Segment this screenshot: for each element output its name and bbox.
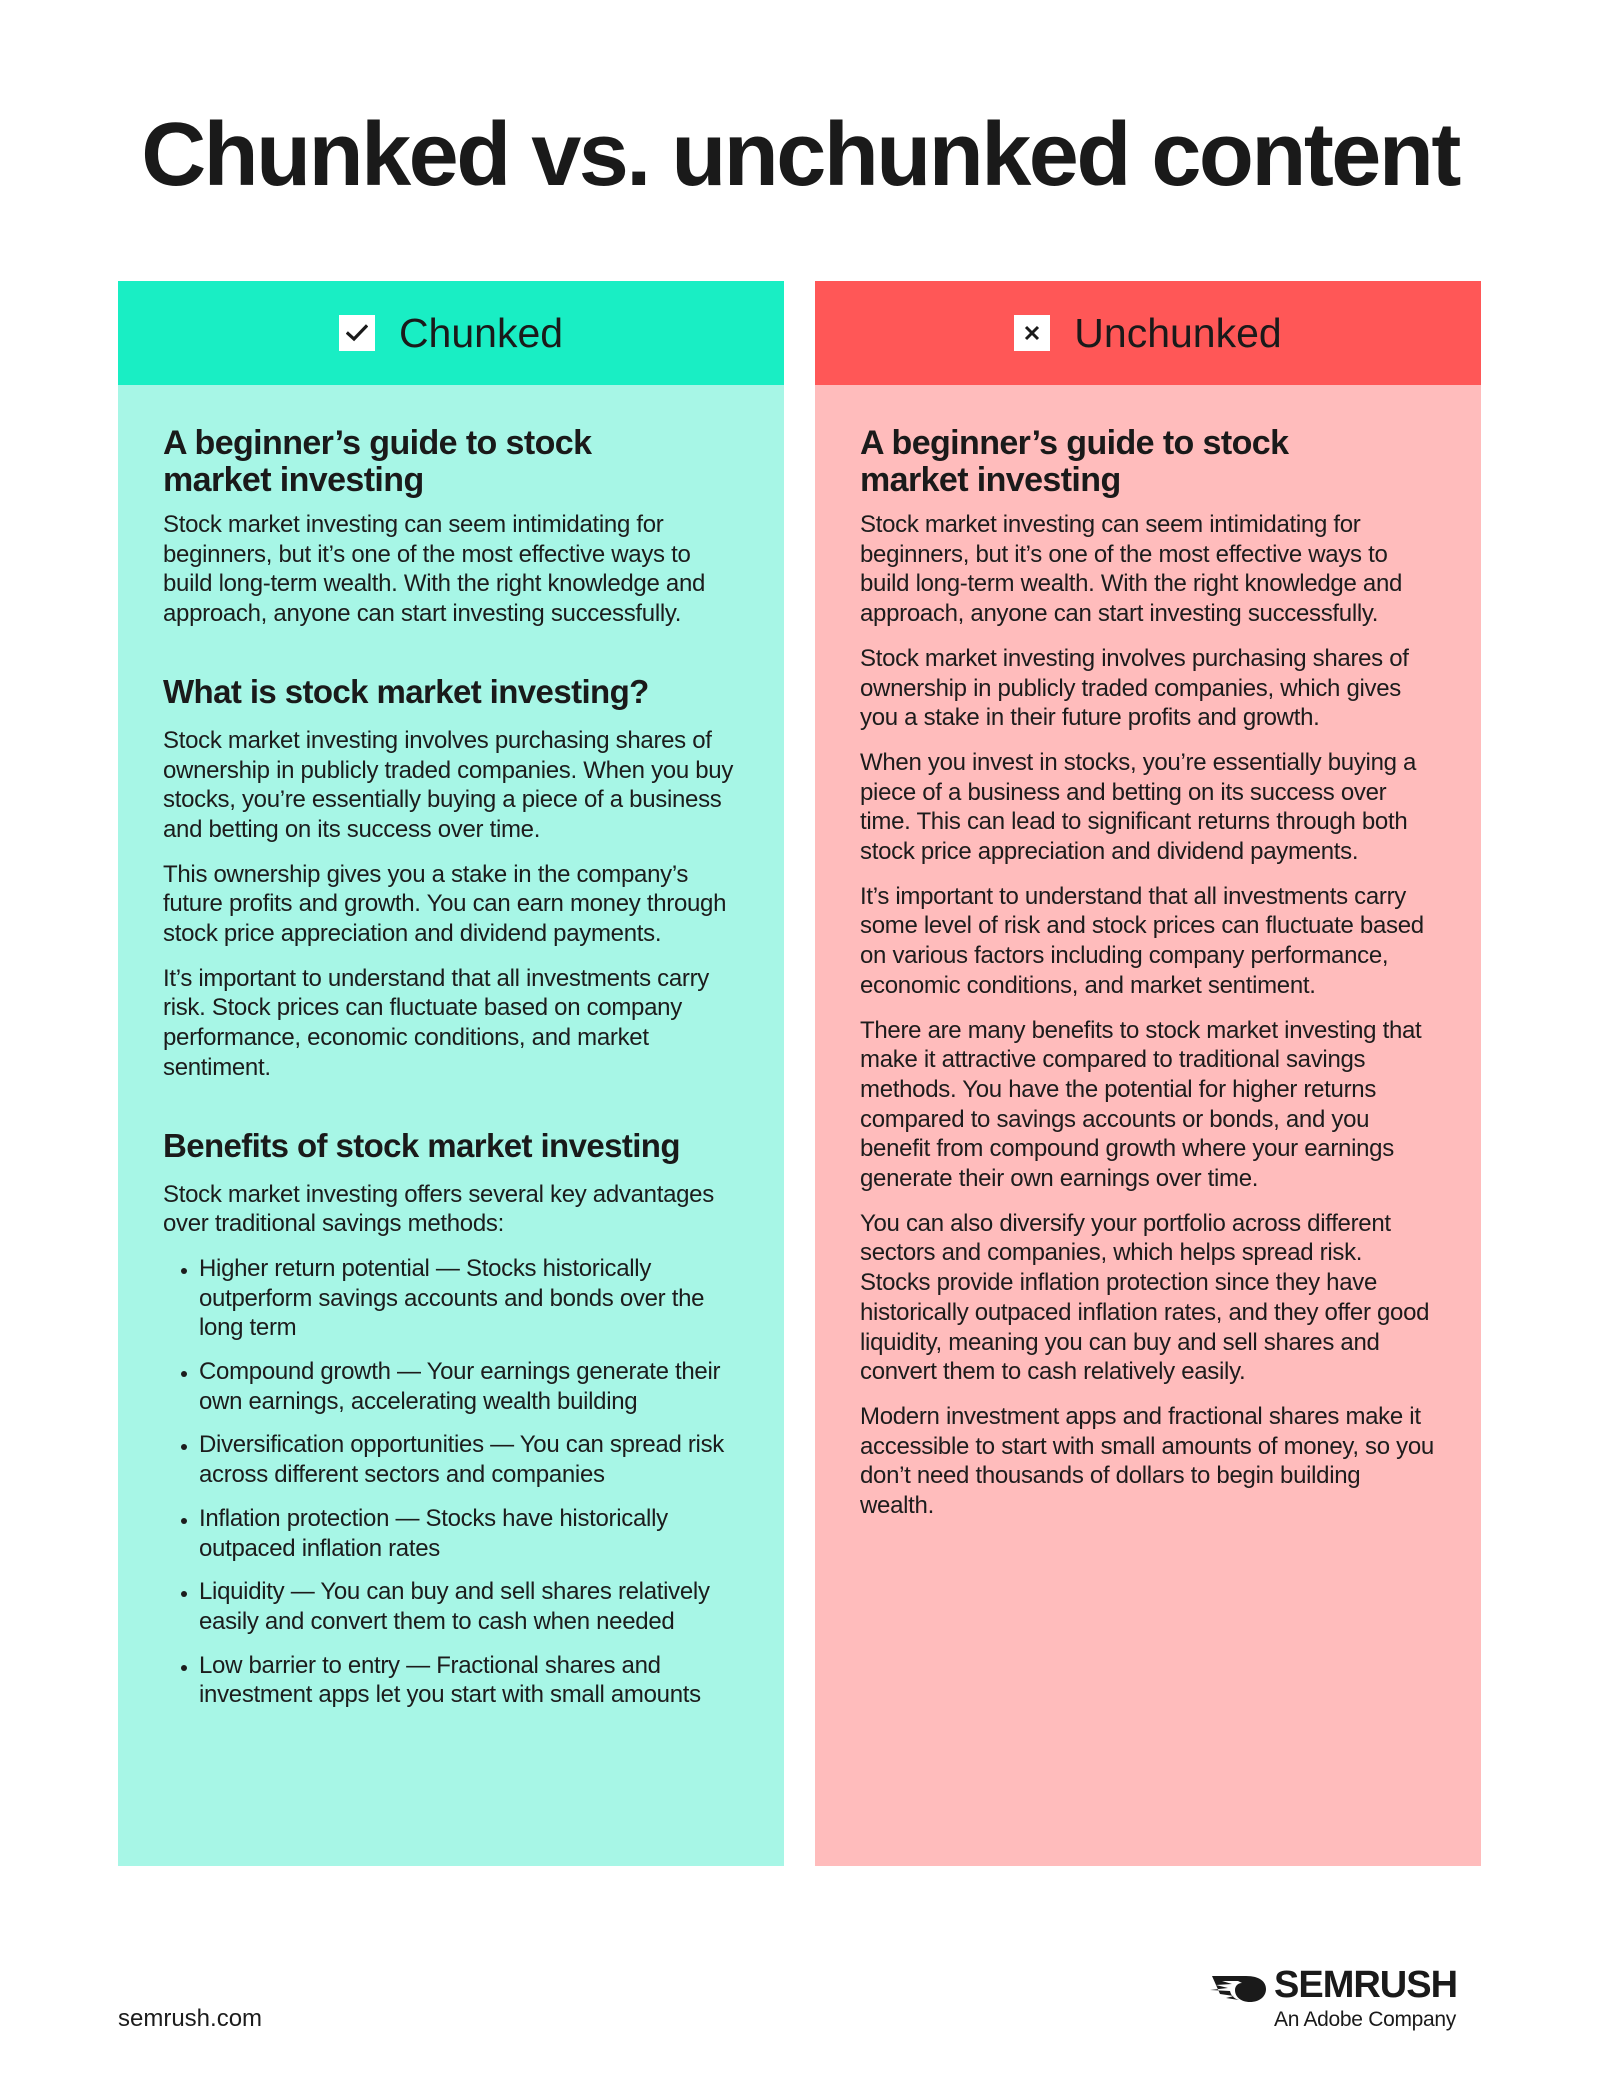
semrush-fireball-icon <box>1208 1972 1268 2009</box>
unchunked-paragraph: When you invest in stocks, you’re essentially buying a piece of a business and betting on its success over time. This can lead to significant returns through both stock price appreciation and dividend payments. <box>860 748 1417 866</box>
list-item: • Liquidity — You can buy and sell shares relatively easily and convert them to cash when needed <box>199 1577 740 1636</box>
chunked-panel <box>118 281 784 1866</box>
unchunked-panel-body <box>815 385 1481 1521</box>
unchunked-paragraph: There are many benefits to stock market investing that make it attractive compared to traditional savings methods. You have the potential for higher returns compared to savings accounts or bonds, and you benefit from compound growth where your earnings generate their own earnings over time. <box>860 1016 1422 1193</box>
x-icon <box>1014 315 1050 351</box>
unchunked-paragraph: Modern investment apps and fractional shares make it accessible to start with small amounts of money, so you don’t need thousands of dollars to begin building wealth. <box>860 1402 1434 1520</box>
list-item: • Compound growth — Your earnings generate their own earnings, accelerating wealth building <box>199 1357 740 1416</box>
chunked-section2-title: Benefits of stock market investing <box>163 1126 680 1164</box>
benefits-list <box>163 1254 740 1710</box>
chunked-header-label: Chunked <box>398 309 564 356</box>
unchunked-panel-header <box>815 281 1481 385</box>
chunked-intro: Stock market investing can seem intimidating for beginners, but it’s one of the most effective ways to build long-term wealth. With the right knowledge and approach, anyone can start investing successfully. <box>163 511 706 628</box>
semrush-logo <box>1208 1964 1482 2034</box>
page-title: Chunked vs. unchunked content <box>141 105 1459 205</box>
chunked-section1-title: What is stock market investing? <box>163 672 649 710</box>
check-icon <box>339 315 375 351</box>
footer-url: semrush.com <box>118 2005 263 2032</box>
chunked-section2-intro: Stock market investing offers several key advantages over traditional savings methods: <box>163 1180 714 1238</box>
chunked-heading: A beginner’s guide to stock market investing <box>163 424 592 499</box>
list-item: • Diversification opportunities — You can spread risk across different sectors and companies <box>199 1430 740 1489</box>
list-item: • Higher return potential — Stocks historically outperform savings accounts and bonds over the long term <box>199 1254 740 1343</box>
chunked-section1-paragraph: This ownership gives you a stake in the company’s future profits and growth. You can earn money through stock price appreciation and dividend payments. <box>163 860 727 948</box>
unchunked-paragraph: You can also diversify your portfolio across different sectors and companies, which helps spread risk. Stocks provide inflation protection since they have historically outpaced inflation rates, and they offer good liquidity, meaning you can buy and sell shares and convert them to cash relatively easily. <box>860 1209 1430 1386</box>
unchunked-heading: A beginner’s guide to stock market investing <box>860 424 1289 499</box>
list-item: • Inflation protection — Stocks have historically outpaced inflation rates <box>199 1504 740 1563</box>
list-item: • Low barrier to entry — Fractional shares and investment apps let you start with small amounts <box>199 1651 740 1710</box>
brand-name: SEMRUSH <box>1274 1964 1458 2006</box>
brand-tagline: An Adobe Company <box>1274 2008 1456 2031</box>
unchunked-header-label: Unchunked <box>1074 309 1282 356</box>
chunked-panel-header <box>118 281 784 385</box>
unchunked-panel <box>815 281 1481 1866</box>
unchunked-paragraph: It’s important to understand that all investments carry some level of risk and stock prices can fluctuate based on various factors including company performance, economic conditions, and market sentiment. <box>860 882 1424 999</box>
chunked-section1-paragraph: It’s important to understand that all investments carry risk. Stock prices can fluctuate based on company performance, economic conditions, and market sentiment. <box>163 964 709 1081</box>
unchunked-paragraph: Stock market investing can seem intimidating for beginners, but it’s one of the most effective ways to build long-term wealth. With the right knowledge and approach, anyone can start investing successfully. <box>860 511 1403 628</box>
unchunked-paragraph: Stock market investing involves purchasing shares of ownership in publicly traded companies, which gives you a stake in their future profits and growth. <box>860 644 1409 732</box>
chunked-panel-body <box>118 385 784 1710</box>
chunked-section1-paragraph: Stock market investing involves purchasing shares of ownership in publicly traded companies. When you buy stocks, you’re essentially buying a piece of a business and betting on its success over time. <box>163 726 734 843</box>
